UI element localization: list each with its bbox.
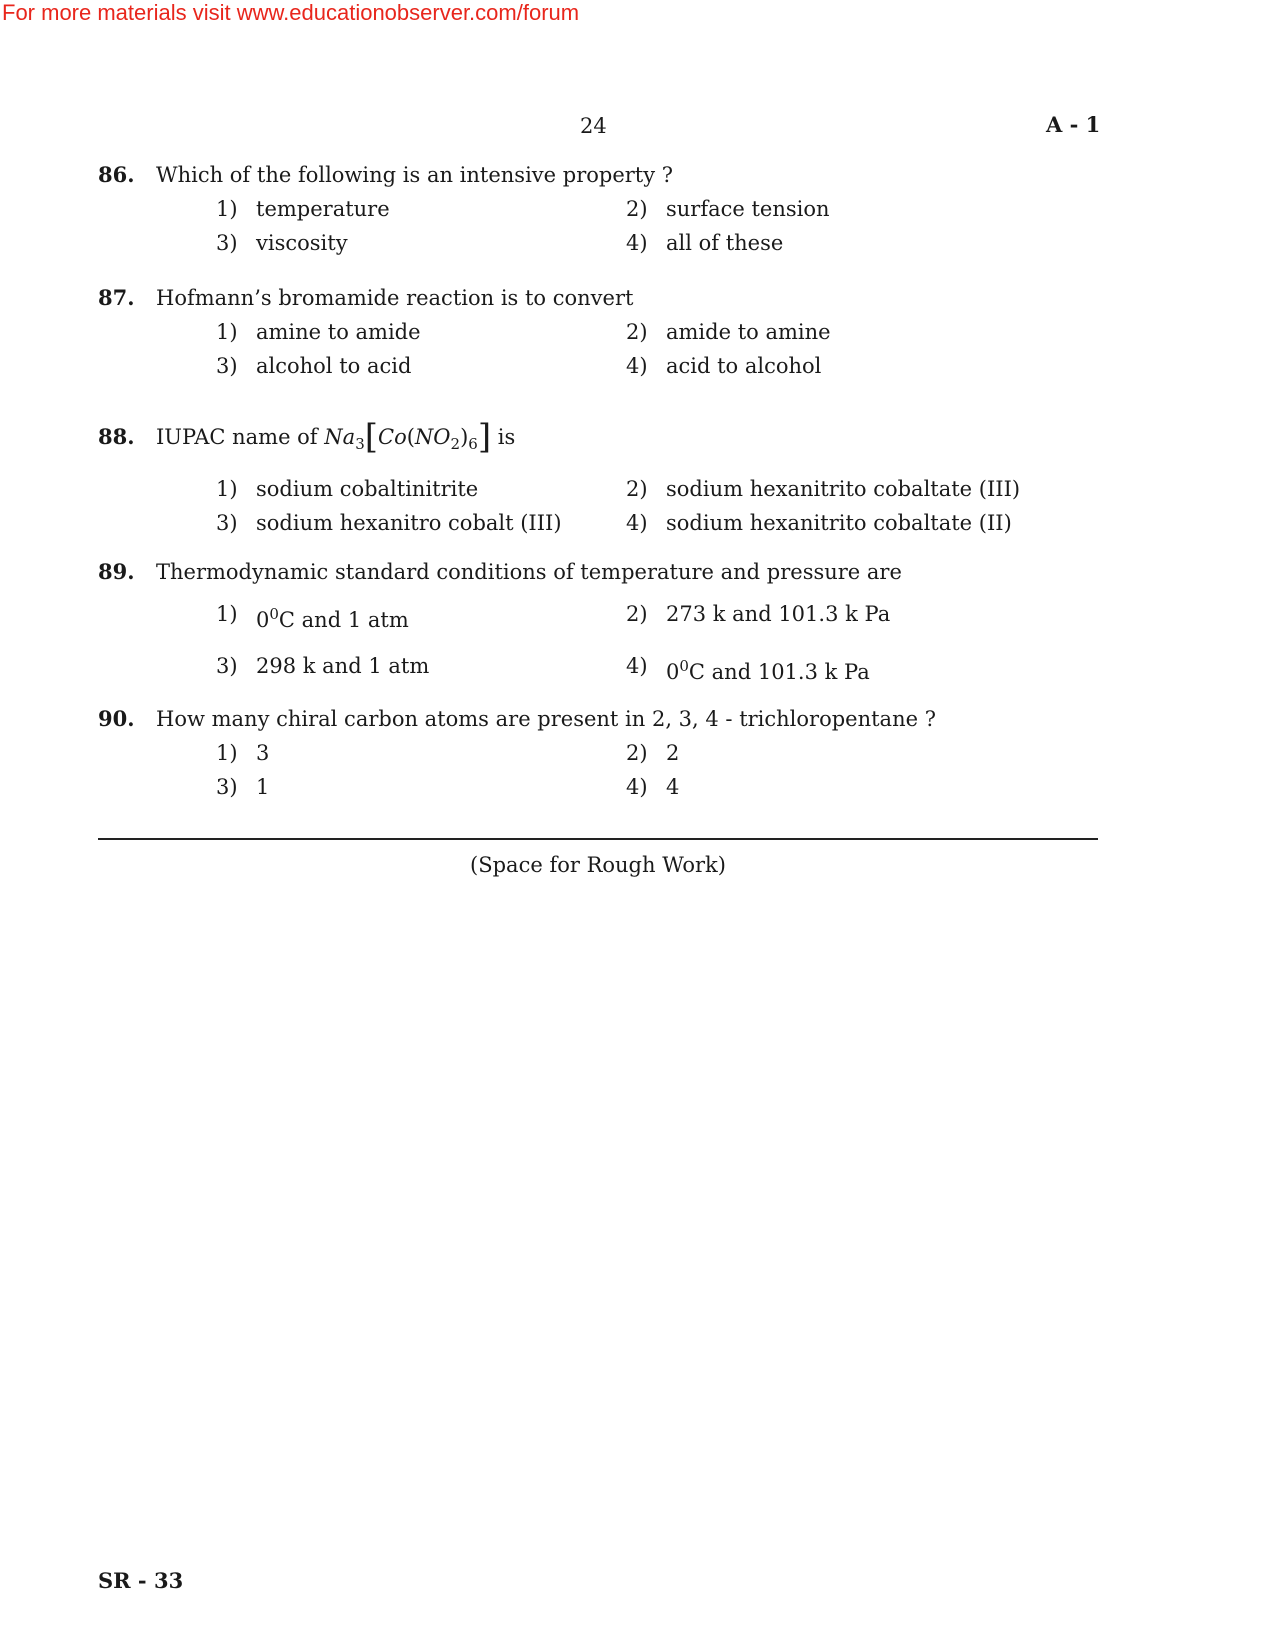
- watermark-link[interactable]: For more materials visit www.educationobserver.com/forum: [2, 0, 580, 25]
- question-90: [98, 704, 1098, 802]
- question-stem: Which of the following is an intensive property ?: [156, 163, 674, 187]
- option-2: 2) surface tension: [626, 197, 830, 221]
- option-1: 1) sodium cobaltinitrite: [216, 477, 479, 502]
- question-86: [98, 160, 1098, 258]
- question-88: [98, 415, 1098, 538]
- option-1: 1) amine to amide: [216, 320, 421, 344]
- question-stem: Thermodynamic standard conditions of temperature and pressure are: [156, 560, 902, 584]
- option-2: 2) sodium hexanitrito cobaltate (III): [626, 477, 1021, 502]
- option-4: 4) $0^0C$ and 101.3 k Pa: [626, 654, 870, 684]
- option-1: 1) $0^0C$ and 1 atm: [216, 602, 409, 632]
- chemical-formula: $Na_3[Co(NO_2)_6]$: [324, 417, 492, 457]
- question-87: [98, 283, 1098, 381]
- question-number: 90.: [98, 706, 135, 731]
- question-number: 88.: [98, 424, 135, 449]
- booklet-code: A - 1: [1046, 112, 1101, 137]
- option-3: 3) 298 k and 1 atm: [216, 654, 430, 678]
- option-2: 2) 273 k and 101.3 k Pa: [626, 602, 891, 626]
- footer-code: SR - 33: [98, 1568, 184, 1593]
- option-2: 2) 2: [626, 741, 680, 765]
- question-stem: Hofmann’s bromamide reaction is to convert: [156, 286, 634, 310]
- divider-line: [98, 838, 1098, 840]
- option-1: 1) 3: [216, 741, 270, 765]
- option-4: 4) 4: [626, 775, 680, 799]
- question-stem: How many chiral carbon atoms are present in 2, 3, 4 - trichloropentane ?: [156, 707, 936, 731]
- question-number: 89.: [98, 559, 135, 584]
- question-number: 87.: [98, 285, 135, 310]
- page-number: 24: [580, 114, 607, 138]
- option-4: 4) sodium hexanitrito cobaltate (II): [626, 511, 1012, 536]
- option-3: 3) 1: [216, 775, 270, 799]
- rough-work-label: (Space for Rough Work): [470, 853, 726, 877]
- option-3: 3) sodium hexanitro cobalt (III): [216, 511, 562, 536]
- question-89: [98, 557, 1098, 687]
- option-4: 4) all of these: [626, 231, 784, 255]
- option-2: 2) amide to amine: [626, 320, 831, 344]
- question-number: 86.: [98, 162, 135, 187]
- question-stem: IUPAC name of $Na_3[Co(NO_2)_6]$ is: [156, 417, 516, 457]
- option-3: 3) alcohol to acid: [216, 354, 412, 378]
- option-4: 4) acid to alcohol: [626, 354, 822, 378]
- option-1: 1) temperature: [216, 197, 390, 221]
- option-3: 3) viscosity: [216, 231, 348, 255]
